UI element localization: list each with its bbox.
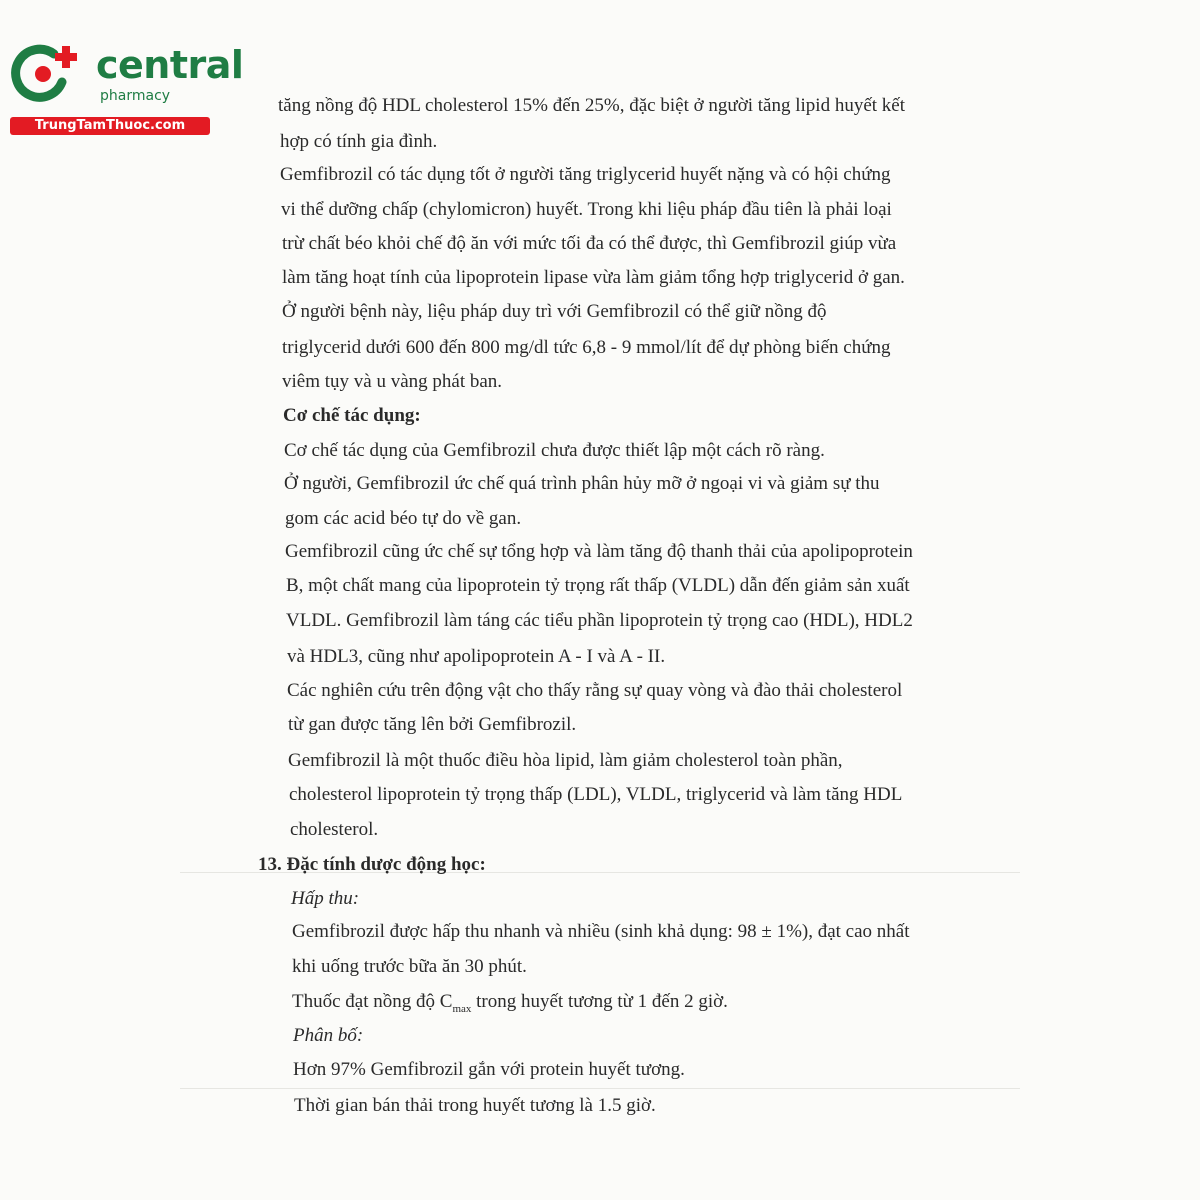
text-line: Gemfibrozil là một thuốc điều hòa lipid, làm giảm cholesterol toàn phần, (288, 750, 843, 771)
text-line: cholesterol. (290, 819, 379, 840)
text-fragment: Thuốc đạt nồng độ C (292, 991, 453, 1012)
logo-name: central (96, 43, 244, 87)
subscript-max: max (452, 1002, 472, 1015)
text-line: hợp có tính gia đình. (280, 131, 438, 152)
text-line: triglycerid dưới 600 đến 800 mg/dl tức 6,8 - 9 mmol/lít để dự phòng biến chứng (282, 337, 891, 358)
logo-subtitle: pharmacy (100, 88, 171, 104)
text-line: Thời gian bán thải trong huyết tương là 1.5 giờ. (294, 1095, 656, 1116)
text-line: Hơn 97% Gemfibrozil gắn với protein huyết tương. (293, 1059, 685, 1080)
subheading-absorption: Hấp thu: (291, 888, 360, 909)
text-line: Gemfibrozil cũng ức chế sự tổng hợp và làm tăng độ thanh thải của apolipoprotein (285, 541, 913, 562)
text-line: vi thể dưỡng chấp (chylomicron) huyết. Trong khi liệu pháp đầu tiên là phải loại (281, 199, 892, 220)
text-fragment: trong huyết tương từ 1 đến 2 giờ. (471, 991, 728, 1012)
text-line: Gemfibrozil được hấp thu nhanh và nhiều (sinh khả dụng: 98 ± 1%), đạt cao nhất (292, 921, 910, 942)
section-heading-pharmacokinetics: 13. Đặc tính dược động học: (258, 854, 486, 875)
logo-banner: TrungTamThuoc.com (10, 117, 210, 135)
text-line: cholesterol lipoprotein tỷ trọng thấp (LDL), VLDL, triglycerid và làm tăng HDL (289, 784, 903, 805)
text-line: viêm tụy và u vàng phát ban. (282, 371, 503, 392)
text-line: Ở người, Gemfibrozil ức chế quá trình phân hủy mỡ ở ngoại vi và giảm sự thu (284, 473, 880, 494)
section-heading-mechanism: Cơ chế tác dụng: (283, 405, 421, 426)
text-line: VLDL. Gemfibrozil làm táng các tiểu phần lipoprotein tỷ trọng cao (HDL), HDL2 (286, 610, 913, 631)
text-line: Các nghiên cứu trên động vật cho thấy rằng sự quay vòng và đào thải cholesterol (287, 680, 903, 701)
scan-line (180, 1088, 1020, 1089)
text-line-cmax (292, 990, 728, 1021)
text-line: khi uống trước bữa ăn 30 phút. (292, 956, 527, 977)
text-line: gom các acid béo tự do về gan. (285, 508, 522, 529)
text-line: B, một chất mang của lipoprotein tỷ trọng rất thấp (VLDL) dẫn đến giảm sản xuất (286, 575, 910, 596)
logo-mark-icon (10, 42, 82, 106)
text-line: tăng nồng độ HDL cholesterol 15% đến 25%, đặc biệt ở người tăng lipid huyết kết (278, 95, 905, 116)
text-line: Ở người bệnh này, liệu pháp duy trì với Gemfibrozil có thể giữ nồng độ (282, 301, 827, 322)
text-line: trừ chất béo khỏi chế độ ăn với mức tối đa có thể được, thì Gemfibrozil giúp vừa (282, 233, 897, 254)
text-line: và HDL3, cũng như apolipoprotein A - I và A - II. (287, 646, 666, 667)
text-line: từ gan được tăng lên bởi Gemfibrozil. (288, 714, 577, 735)
text-line: Cơ chế tác dụng của Gemfibrozil chưa được thiết lập một cách rõ ràng. (284, 440, 825, 461)
subheading-distribution: Phân bố: (293, 1025, 364, 1046)
text-line: Gemfibrozil có tác dụng tốt ở người tăng triglycerid huyết nặng và có hội chứng (280, 164, 891, 185)
pharmacy-logo (10, 36, 244, 136)
text-line: làm tăng hoạt tính của lipoprotein lipase vừa làm giảm tổng hợp triglycerid ở gan. (282, 267, 905, 288)
